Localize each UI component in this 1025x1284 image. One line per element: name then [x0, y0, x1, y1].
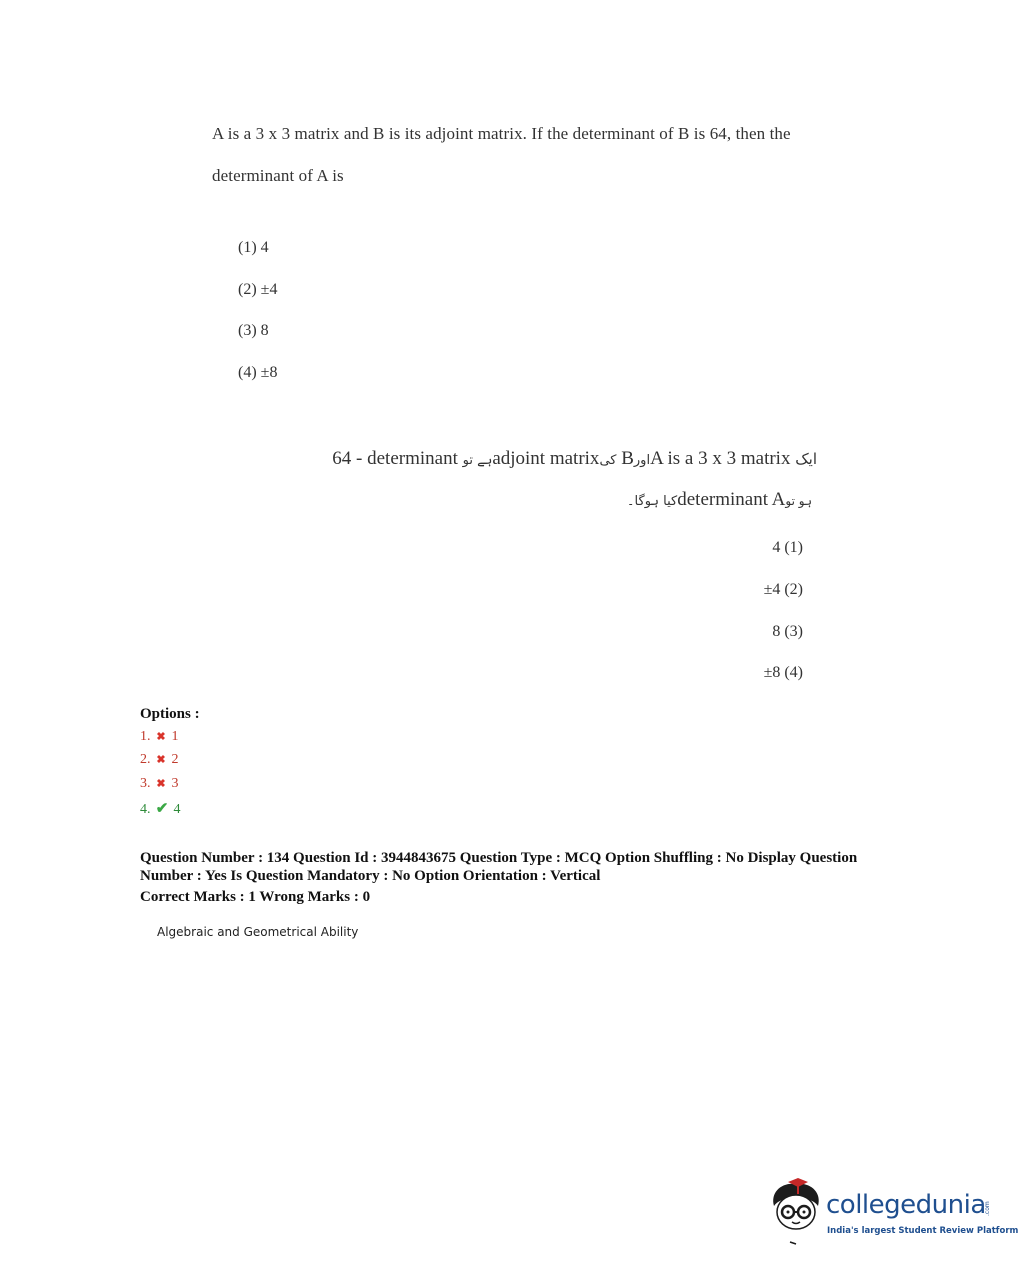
answer-option-number: 2.	[140, 752, 151, 767]
urdu-line1-part-g: A is a 3 x 3 matrix	[650, 448, 796, 469]
check-icon: ✔	[155, 801, 169, 817]
answer-option-2	[140, 752, 179, 768]
urdu-line1-part-d: کی	[599, 453, 617, 468]
options-title: Options :	[140, 706, 200, 722]
urdu-option-3: 8 (3)	[772, 623, 803, 640]
cross-icon: ✖	[156, 731, 166, 743]
urdu-option-1: 4 (1)	[772, 539, 803, 556]
urdu-question-line-2	[627, 489, 812, 511]
question-option-4: (4) ±8	[238, 364, 278, 381]
urdu-line1-part-a: 64 - determinant	[332, 448, 463, 469]
question-option-2: (2) ±4	[238, 281, 278, 298]
answer-option-value: 1	[171, 729, 179, 744]
answer-option-number: 4.	[140, 802, 151, 817]
brand-tagline: India's largest Student Review Platform	[827, 1226, 1019, 1236]
question-meta-line-3: Correct Marks : 1 Wrong Marks : 0	[140, 889, 371, 905]
question-meta-line-1: Question Number : 134 Question Id : 3944843675 Question Type : MCQ Option Shuffling : No Display Question	[140, 850, 858, 866]
urdu-line1-part-h: ایک	[795, 450, 817, 468]
answer-option-4	[140, 799, 181, 818]
answer-option-number: 1.	[140, 729, 151, 744]
urdu-line1-part-b: ہے تو	[462, 453, 493, 468]
question-line-1: A is a 3 x 3 matrix and B is its adjoint matrix. If the determinant of B is 64, then the	[212, 124, 791, 143]
urdu-line1-part-c: adjoint matrix	[492, 448, 600, 469]
answer-option-value: 2	[171, 752, 179, 767]
urdu-line2-part-b: determinant A	[677, 489, 786, 510]
urdu-line2-part-c: ہو تو	[785, 494, 812, 508]
urdu-option-2: ±4 (2)	[763, 581, 803, 598]
urdu-line2-part-a: کیا ہوگا۔	[626, 494, 678, 509]
section-label: Algebraic and Geometrical Ability	[157, 925, 359, 939]
brand-suffix: .com	[984, 1201, 991, 1216]
answer-option-value: 3	[171, 776, 179, 791]
cross-icon: ✖	[156, 778, 166, 790]
brand-mascot-logo	[766, 1178, 826, 1248]
urdu-line1-part-f: اور	[633, 453, 651, 468]
answer-option-number: 3.	[140, 776, 151, 791]
answer-option-3	[140, 776, 179, 792]
question-meta-line-2: Number : Yes Is Question Mandatory : No Option Orientation : Vertical	[140, 868, 601, 884]
urdu-question-line-1	[332, 448, 817, 470]
cross-icon: ✖	[156, 754, 166, 766]
question-option-1: (1) 4	[238, 239, 269, 256]
question-line-2: determinant of A is	[212, 166, 344, 185]
urdu-option-4: ±8 (4)	[763, 664, 803, 681]
answer-option-value: 4	[173, 802, 181, 817]
question-option-3: (3) 8	[238, 322, 269, 339]
urdu-line1-part-e: B	[616, 448, 634, 469]
answer-option-1	[140, 729, 179, 745]
brand-name: collegedunia	[826, 1190, 986, 1220]
